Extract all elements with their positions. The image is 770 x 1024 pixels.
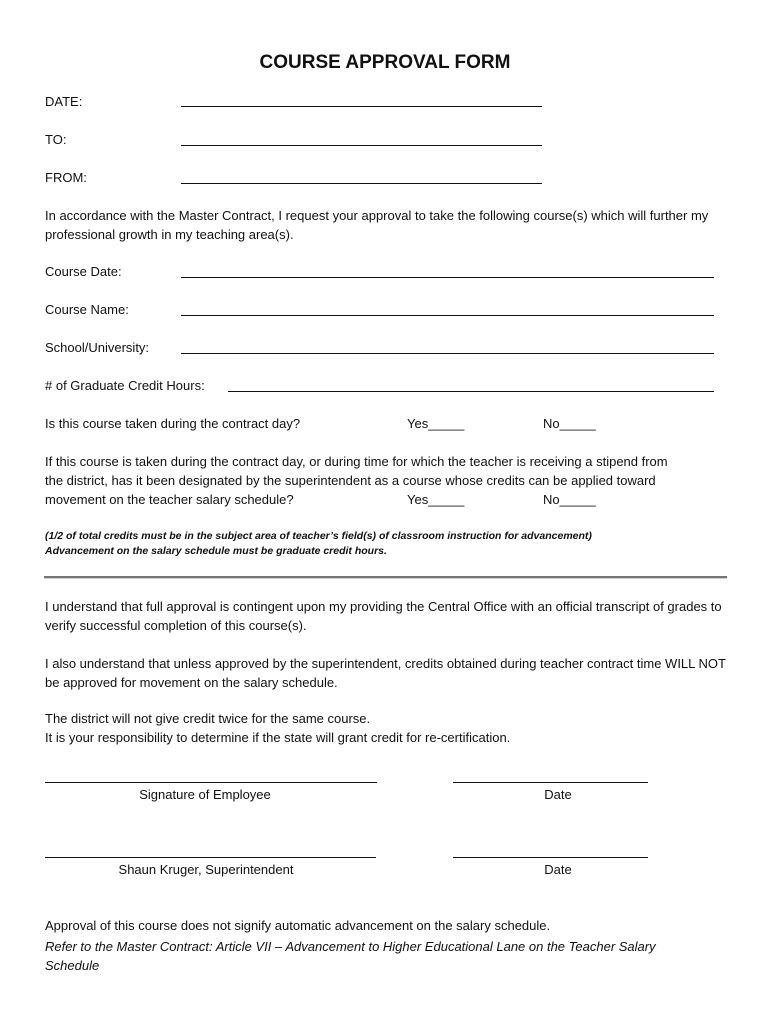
master-contract-reference: Refer to the Master Contract: Article VII – Advancement to Higher Educational Lane on the Teacher Salary Schedule bbox=[45, 939, 656, 973]
course-date-field-line[interactable] bbox=[181, 277, 714, 278]
course-name-field-line[interactable] bbox=[181, 315, 714, 316]
to-field-line[interactable] bbox=[181, 145, 542, 146]
approval-disclaimer: Approval of this course does not signify automatic advancement on the salary schedule. bbox=[45, 918, 551, 933]
contract-day-no[interactable]: No_____ bbox=[543, 416, 596, 431]
employee-signature-line[interactable] bbox=[45, 782, 377, 783]
contract-day-question: Is this course taken during the contract day? bbox=[45, 416, 301, 431]
stipend-yes[interactable]: Yes_____ bbox=[407, 492, 465, 507]
stipend-no[interactable]: No_____ bbox=[543, 492, 596, 507]
contract-day-yes[interactable]: Yes_____ bbox=[407, 416, 465, 431]
credit-hours-label: # of Graduate Credit Hours: bbox=[45, 378, 205, 393]
employee-date-label: Date bbox=[544, 787, 572, 802]
to-label: TO: bbox=[45, 132, 67, 147]
page-title: COURSE APPROVAL FORM bbox=[259, 52, 511, 73]
date-field-line[interactable] bbox=[181, 106, 542, 107]
superintendent-date-line[interactable] bbox=[453, 857, 648, 858]
understand-paragraph-2: I also understand that unless approved by the superintendent, credits obtained during teacher contract time WILL NOT be approved for movement on the salary schedule. bbox=[45, 656, 726, 690]
school-field-line[interactable] bbox=[181, 353, 714, 354]
stipend-line-1: If this course is taken during the contract day, or during time for which the teacher is receiving a stipend from bbox=[45, 454, 668, 469]
district-line-1: The district will not give credit twice for the same course. bbox=[45, 711, 371, 726]
understand-paragraph-1: I understand that full approval is contingent upon my providing the Central Office with an official transcript of grades to verify successful completion of this course(s). bbox=[45, 599, 722, 633]
superintendent-signature-label: Shaun Kruger, Superintendent bbox=[118, 862, 294, 877]
superintendent-date-label: Date bbox=[544, 862, 572, 877]
credit-note: (1/2 of total credits must be in the subject area of teacher’s field(s) of classroom instruction for advancement) bbox=[45, 530, 592, 542]
course-date-label: Course Date: bbox=[45, 264, 122, 279]
school-label: School/University: bbox=[45, 340, 150, 355]
credit-hours-field-line[interactable] bbox=[228, 391, 714, 392]
graduate-note: Advancement on the salary schedule must be graduate credit hours. bbox=[45, 545, 387, 557]
district-line-2: It is your responsibility to determine if the state will grant credit for re-certification. bbox=[45, 730, 511, 745]
stipend-line-2: the district, has it been designated by the superintendent as a course whose credits can be applied toward bbox=[45, 473, 656, 488]
superintendent-signature-line[interactable] bbox=[45, 857, 376, 858]
section-divider bbox=[44, 576, 727, 579]
from-label: FROM: bbox=[45, 170, 87, 185]
course-name-label: Course Name: bbox=[45, 302, 129, 317]
employee-date-line[interactable] bbox=[453, 782, 648, 783]
from-field-line[interactable] bbox=[181, 183, 542, 184]
date-label: DATE: bbox=[45, 94, 83, 109]
intro-paragraph: In accordance with the Master Contract, I request your approval to take the following course(s) which will further my professional growth in my teaching area(s). bbox=[45, 208, 709, 242]
stipend-line-3: movement on the teacher salary schedule? bbox=[45, 492, 294, 507]
employee-signature-label: Signature of Employee bbox=[139, 787, 271, 802]
